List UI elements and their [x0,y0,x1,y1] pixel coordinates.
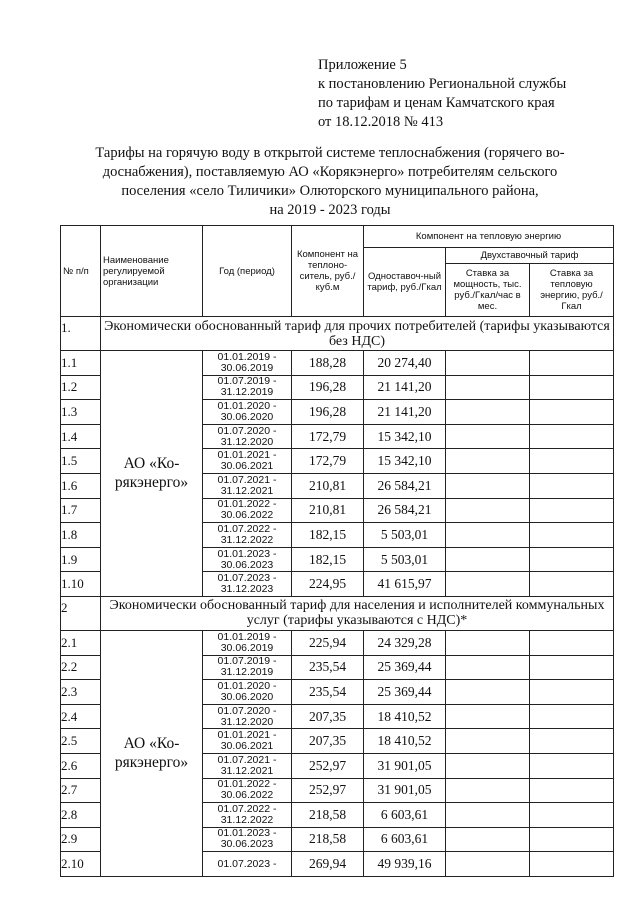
period-to: 30.06.2020 [220,690,274,703]
period-from: 01.01.2021 - [217,449,277,462]
row-num: 2.9 [61,827,101,852]
energy-rate-value [530,572,614,597]
capacity-rate-value [446,473,530,498]
period-to: 31.12.2021 [220,484,274,497]
single-rate-value: 24 329,28 [364,630,446,655]
row-num: 2.7 [61,778,101,803]
period-from: 01.07.2023 - [217,857,277,870]
capacity-rate-value [446,753,530,778]
period-to: 30.06.2019 [220,361,274,374]
heat-carrier-value: 196,28 [292,375,364,400]
energy-rate-value [530,680,614,705]
period-to: 31.12.2021 [220,764,274,777]
capacity-rate-value [446,778,530,803]
row-num: 1.4 [61,424,101,449]
period-cell [203,449,292,474]
row-num: 1.8 [61,523,101,548]
period-cell [203,523,292,548]
period-to: 30.06.2023 [220,838,274,851]
period-to: 31.12.2022 [220,533,274,546]
period-cell [203,729,292,754]
period-from: 01.07.2022 - [217,522,277,535]
period-from: 01.01.2019 - [217,630,277,643]
period-cell [203,473,292,498]
row-num: 1.6 [61,473,101,498]
heat-carrier-value: 182,15 [292,547,364,572]
single-rate-value: 5 503,01 [364,523,446,548]
energy-rate-value [530,753,614,778]
single-rate-value: 26 584,21 [364,498,446,523]
title-line: поселения «село Тиличики» Олюторского муниципального района, [121,183,539,199]
single-rate-value: 15 342,10 [364,424,446,449]
capacity-rate-value [446,400,530,425]
single-rate-value: 21 141,20 [364,375,446,400]
heat-carrier-value: 196,28 [292,400,364,425]
heat-carrier-value: 172,79 [292,424,364,449]
period-cell [203,852,292,877]
heat-carrier-value: 207,35 [292,704,364,729]
period-to: 31.12.2019 [220,386,274,399]
heat-carrier-value: 210,81 [292,473,364,498]
appendix-line: к постановлению Региональной службы [318,76,567,92]
row-num: 1.7 [61,498,101,523]
period-to: 31.12.2022 [220,813,274,826]
energy-rate-value [530,852,614,877]
period-to: 30.06.2019 [220,641,274,654]
header-num: № п/п [61,226,101,317]
period-cell [203,375,292,400]
energy-rate-value [530,449,614,474]
energy-rate-value [530,704,614,729]
heat-carrier-value: 235,54 [292,680,364,705]
energy-rate-value [530,827,614,852]
appendix-header [318,56,618,132]
period-from: 01.07.2021 - [217,473,277,486]
energy-rate-value [530,498,614,523]
period-from: 01.07.2020 - [217,704,277,717]
header-capacity-rate: Ставка за мощность, тыс. руб./Гкал/час в мес. [446,264,530,317]
period-from: 01.01.2020 - [217,679,277,692]
period-from: 01.07.2023 - [217,572,277,585]
energy-rate-value [530,351,614,376]
section-title: Экономически обоснованный тариф для прочих потребителей (тарифы указываются без НДС) [101,317,614,351]
table-row [61,351,614,376]
single-rate-value: 20 274,40 [364,351,446,376]
header-two-rate: Двухставочный тариф [446,248,614,264]
table-row [61,630,614,655]
period-to: 31.12.2020 [220,435,274,448]
capacity-rate-value [446,547,530,572]
capacity-rate-value [446,680,530,705]
single-rate-value: 18 410,52 [364,704,446,729]
tariff-table [60,225,614,877]
capacity-rate-value [446,351,530,376]
header-energy-rate: Ставка за тепловую энергию, руб./Гкал [530,264,614,317]
period-from: 01.01.2022 - [217,778,277,791]
heat-carrier-value: 252,97 [292,753,364,778]
heat-carrier-value: 225,94 [292,630,364,655]
period-cell [203,572,292,597]
energy-rate-value [530,778,614,803]
row-num: 1.2 [61,375,101,400]
row-num: 1.1 [61,351,101,376]
energy-rate-value [530,473,614,498]
single-rate-value: 15 342,10 [364,449,446,474]
period-cell [203,704,292,729]
period-cell [203,680,292,705]
appendix-line: Приложение 5 [318,57,407,73]
heat-carrier-value: 207,35 [292,729,364,754]
single-rate-value: 6 603,61 [364,827,446,852]
period-from: 01.07.2020 - [217,424,277,437]
single-rate-value: 21 141,20 [364,400,446,425]
single-rate-value: 49 939,16 [364,852,446,877]
heat-carrier-value: 210,81 [292,498,364,523]
single-rate-value: 26 584,21 [364,473,446,498]
period-to: 30.06.2021 [220,740,274,753]
row-num: 2.4 [61,704,101,729]
heat-carrier-value: 252,97 [292,778,364,803]
single-rate-value: 25 369,44 [364,655,446,680]
single-rate-value: 6 603,61 [364,803,446,828]
period-to: 31.12.2020 [220,715,274,728]
energy-rate-value [530,655,614,680]
capacity-rate-value [446,803,530,828]
period-from: 01.01.2023 - [217,547,277,560]
section-title: Экономически обоснованный тариф для населения и исполнителей коммунальных услуг (тарифы указываются с НДС)* [101,596,614,630]
section-num: 1. [61,317,101,351]
header-org: Наименование регулируемой организации [101,226,203,317]
row-num: 1.10 [61,572,101,597]
capacity-rate-value [446,449,530,474]
heat-carrier-value: 224,95 [292,572,364,597]
single-rate-value: 31 901,05 [364,778,446,803]
energy-rate-value [530,523,614,548]
period-from: 01.01.2022 - [217,498,277,511]
capacity-rate-value [446,704,530,729]
period-to: 30.06.2022 [220,509,274,522]
single-rate-value: 25 369,44 [364,680,446,705]
row-num: 1.3 [61,400,101,425]
energy-rate-value [530,547,614,572]
section-num: 2 [61,596,101,630]
document-title [70,144,590,220]
period-to: 30.06.2021 [220,460,274,473]
capacity-rate-value [446,827,530,852]
energy-rate-value [530,400,614,425]
section-row [61,317,614,351]
header-thermal-energy: Компонент на тепловую энергию [364,226,614,248]
row-num: 1.5 [61,449,101,474]
capacity-rate-value [446,424,530,449]
period-to: 30.06.2023 [220,558,274,571]
header-period: Год (период) [203,226,292,317]
heat-carrier-value: 172,79 [292,449,364,474]
capacity-rate-value [446,498,530,523]
period-cell [203,655,292,680]
period-from: 01.07.2021 - [217,753,277,766]
capacity-rate-value [446,572,530,597]
period-cell [203,498,292,523]
period-from: 01.01.2021 - [217,729,277,742]
single-rate-value: 5 503,01 [364,547,446,572]
period-cell [203,753,292,778]
period-cell [203,630,292,655]
period-cell [203,547,292,572]
energy-rate-value [530,729,614,754]
heat-carrier-value: 218,58 [292,827,364,852]
period-from: 01.07.2019 - [217,655,277,668]
energy-rate-value [530,375,614,400]
header-heat-carrier: Компонент на теплоно-ситель, руб./куб.м [292,226,364,317]
period-cell [203,827,292,852]
period-from: 01.01.2019 - [217,350,277,363]
capacity-rate-value [446,852,530,877]
energy-rate-value [530,803,614,828]
appendix-line: от 18.12.2018 № 413 [318,114,444,130]
period-cell [203,803,292,828]
title-line: доснабжения), поставляемую АО «Корякэнерго» потребителям сельского [102,164,558,180]
energy-rate-value [530,630,614,655]
period-cell [203,424,292,449]
period-cell [203,351,292,376]
heat-carrier-value: 269,94 [292,852,364,877]
period-to: 30.06.2020 [220,410,274,423]
capacity-rate-value [446,655,530,680]
period-to: 31.12.2019 [220,666,274,679]
period-to: 30.06.2022 [220,789,274,802]
heat-carrier-value: 182,15 [292,523,364,548]
row-num: 2.5 [61,729,101,754]
row-num: 2.8 [61,803,101,828]
capacity-rate-value [446,375,530,400]
period-from: 01.07.2022 - [217,802,277,815]
header-single-rate: Одноставоч-ный тариф, руб./Гкал [364,248,446,317]
period-to: 31.12.2023 [220,583,274,596]
period-from: 01.07.2019 - [217,375,277,388]
row-num: 2.3 [61,680,101,705]
capacity-rate-value [446,630,530,655]
single-rate-value: 18 410,52 [364,729,446,754]
heat-carrier-value: 188,28 [292,351,364,376]
capacity-rate-value [446,523,530,548]
row-num: 1.9 [61,547,101,572]
heat-carrier-value: 218,58 [292,803,364,828]
title-line: на 2019 - 2023 годы [269,202,391,218]
row-num: 2.1 [61,630,101,655]
row-num: 2.2 [61,655,101,680]
single-rate-value: 41 615,97 [364,572,446,597]
period-cell [203,400,292,425]
single-rate-value: 31 901,05 [364,753,446,778]
row-num: 2.6 [61,753,101,778]
organization-name: АО «Ко-рякэнерго» [101,351,203,597]
period-cell [203,778,292,803]
section-row [61,596,614,630]
period-from: 01.01.2020 - [217,399,277,412]
table-body [61,317,614,877]
title-line: Тарифы на горячую воду в открытой системе теплоснабжения (горячего во- [95,145,565,161]
organization-name: АО «Ко-рякэнерго» [101,630,203,876]
energy-rate-value [530,424,614,449]
heat-carrier-value: 235,54 [292,655,364,680]
period-from: 01.01.2023 - [217,827,277,840]
row-num: 2.10 [61,852,101,877]
appendix-line: по тарифам и ценам Камчатского края [318,95,555,111]
capacity-rate-value [446,729,530,754]
